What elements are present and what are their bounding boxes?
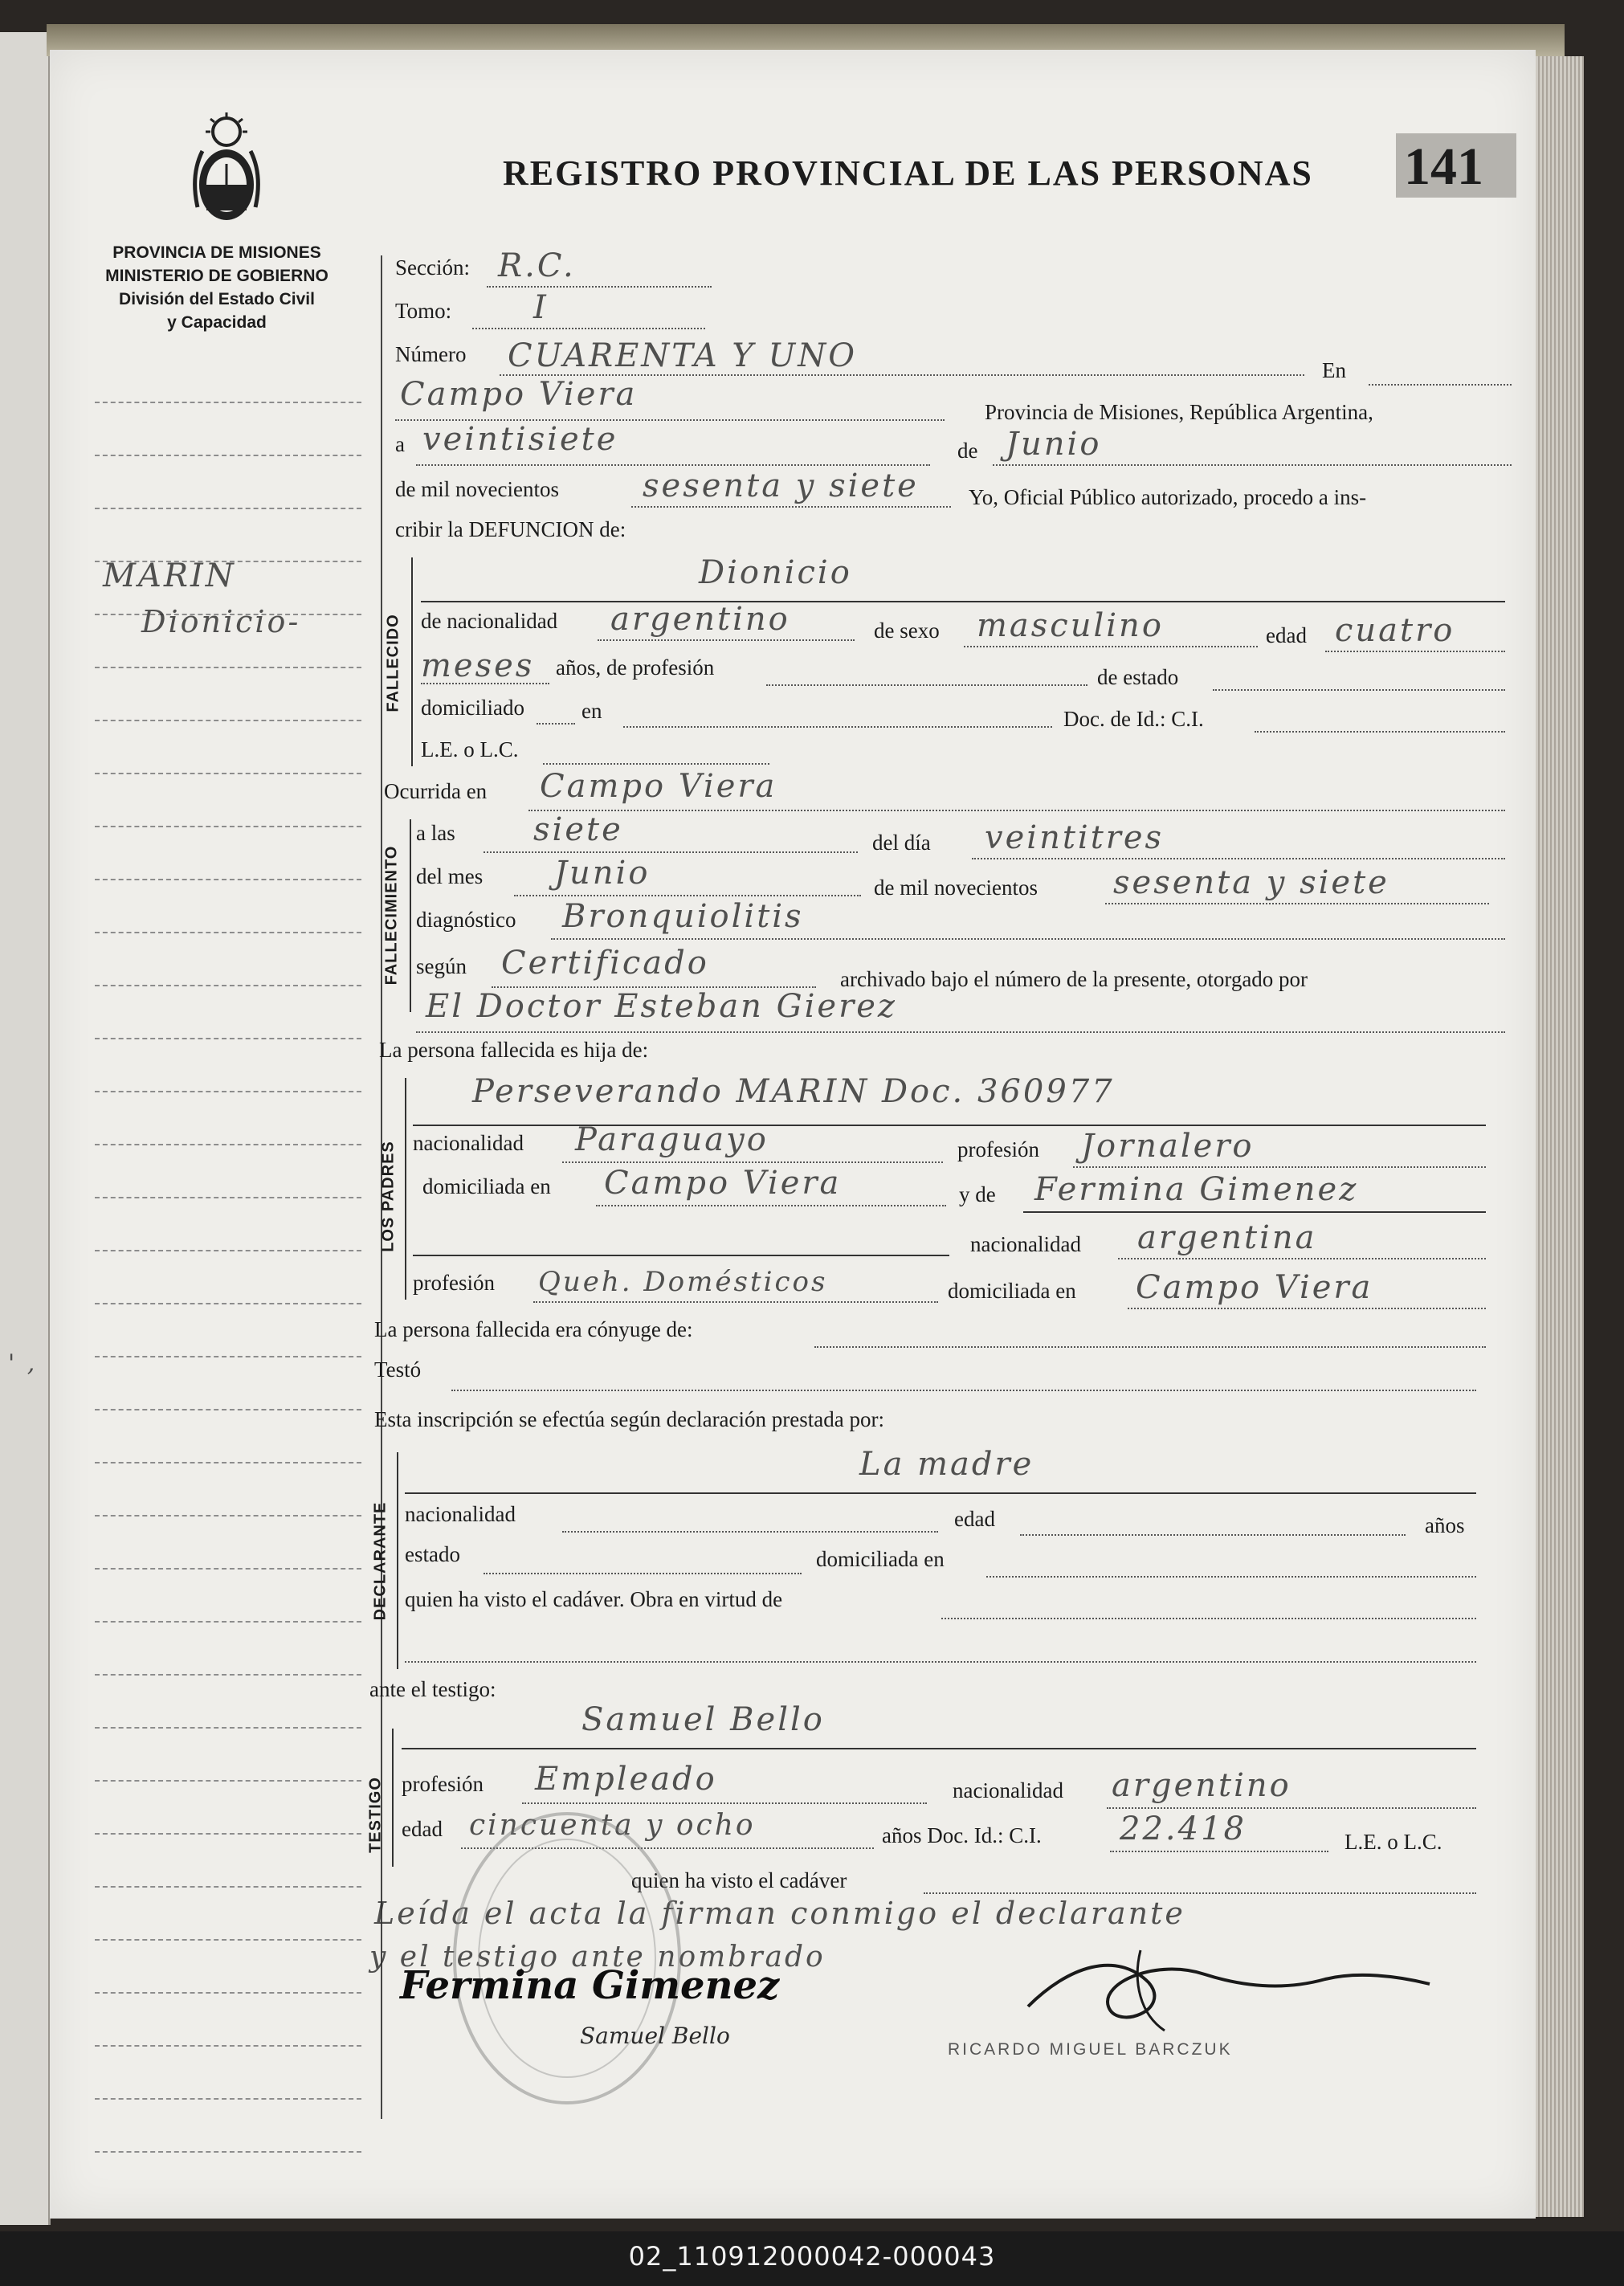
testigo-prof-label: profesión: [402, 1772, 484, 1796]
en-label: En: [1322, 358, 1346, 382]
testigo-ci-line: [1110, 1851, 1328, 1852]
page-stack-edge: [1536, 56, 1584, 2217]
signature-madre: Fermina Gimenez: [400, 1963, 780, 2008]
division-name-cont: y Capacidad: [167, 313, 267, 332]
testigo-edad-label: edad: [402, 1817, 443, 1841]
tomo-line: [472, 328, 705, 329]
testigo-visto-line: [924, 1892, 1476, 1894]
madre-dom-label: domiciliada en: [948, 1279, 1076, 1303]
fallecido-profesion-line: [766, 684, 1087, 686]
madre-name-value: Fermina Gimenez: [1034, 1171, 1359, 1208]
segun-value: Certificado: [501, 945, 709, 982]
fallecido-edad-cont-value: meses: [421, 647, 535, 684]
declarante-edad-line: [1020, 1534, 1406, 1536]
madre-dom-line: [1128, 1308, 1486, 1309]
ministry-name: MINISTERIO DE GOBIERNO: [105, 267, 328, 285]
fallecido-anos-label: años, de profesión: [556, 655, 715, 680]
padres-blank-line: [413, 1255, 949, 1256]
testigo-intro: ante el testigo:: [369, 1677, 496, 1701]
ocurrida-value: Campo Viera: [540, 768, 777, 805]
fallecido-doc-label: Doc. de Id.: C.I.: [1063, 707, 1204, 731]
official-signature-icon: [1020, 1934, 1438, 2047]
ocurrida-label: Ocurrida en: [384, 779, 488, 803]
fallecido-estado-label: de estado: [1097, 665, 1179, 689]
declarante-estado-line: [484, 1573, 802, 1574]
fallecido-name-value: Dionicio: [699, 554, 852, 591]
declarante-dom-line: [986, 1576, 1476, 1578]
margin-ruled-line: [95, 402, 361, 403]
provincia-text: Provincia de Misiones, República Argentina,: [985, 400, 1373, 424]
margin-ruled-line: [95, 1515, 361, 1517]
year-value: sesenta y siete: [643, 467, 919, 504]
padres-bracket: [405, 1078, 406, 1300]
month-line: [993, 464, 1512, 466]
declarante-side-label: DECLARANTE: [371, 1501, 390, 1621]
padre-prof-label: profesión: [957, 1137, 1039, 1161]
numero-value: CUARENTA Y UNO: [508, 337, 858, 374]
fallecido-en-label: en: [581, 699, 602, 723]
padre-prof-value: Jornalero: [1081, 1128, 1255, 1165]
fallecido-bracket: [411, 557, 413, 766]
testo-label: Testó: [374, 1357, 422, 1382]
segun-label: según: [416, 954, 467, 978]
doctor-value: El Doctor Esteban Gierez: [426, 988, 897, 1025]
declarante-intro: Esta inscripción se efectúa según declaración prestada por:: [374, 1407, 884, 1431]
fallecido-sexo-value: masculino: [977, 607, 1164, 644]
margin-ruled-line: [95, 1091, 361, 1092]
fallecido-sexo-label: de sexo: [874, 618, 940, 643]
declarante-nac-line: [562, 1531, 938, 1533]
fallecido-nac-line: [598, 639, 855, 641]
fallecido-domicilio-label: domiciliado: [421, 696, 524, 720]
de-label: de: [957, 439, 978, 463]
declarante-anos-label: años: [1425, 1513, 1465, 1537]
image-id-caption: 02_110912000042-000043: [628, 2241, 996, 2272]
hora-line: [484, 851, 858, 853]
margin-ruled-line: [95, 1356, 361, 1357]
day-line: [416, 464, 930, 466]
padres-intro: La persona fallecida es hija de:: [379, 1038, 649, 1062]
padre-dom-label: domiciliada en: [422, 1174, 551, 1198]
margin-ruled-line: [95, 1939, 361, 1941]
testigo-side-label: TESTIGO: [366, 1777, 385, 1853]
margin-ruled-line: [95, 1886, 361, 1888]
testo-line: [451, 1390, 1476, 1391]
y-de-label: y de: [959, 1182, 996, 1206]
declarante-bracket: [397, 1452, 398, 1669]
margin-mark: ' ,: [8, 1349, 38, 1378]
margin-ruled-line: [95, 508, 361, 509]
mes-label: del mes: [416, 864, 484, 888]
testigo-prof-line: [522, 1802, 927, 1804]
declarante-nac-label: nacionalidad: [405, 1502, 516, 1526]
official-seal-icon: [447, 1806, 688, 2111]
seccion-line: [487, 286, 712, 288]
margin-ruled-line: [95, 1303, 361, 1304]
margin-ruled-line: [95, 455, 361, 456]
fallecimiento-side-label: FALLECIMIENTO: [382, 845, 401, 986]
testigo-prof-value: Empleado: [535, 1761, 717, 1798]
anio-line: [1105, 903, 1489, 904]
fallecido-edad-value: cuatro: [1335, 612, 1455, 649]
year-label: de mil novecientos: [395, 477, 559, 501]
archivado-text: archivado bajo el número de la presente, otorgado por: [840, 967, 1308, 991]
diag-label: diagnóstico: [416, 908, 516, 932]
ministry-block: [80, 241, 353, 334]
madre-prof-value: Queh. Domésticos: [538, 1266, 828, 1298]
testigo-nac-value: argentino: [1112, 1767, 1291, 1804]
inscribir-text: cribir la DEFUNCION de:: [395, 517, 626, 541]
declarante-visto-text: quien ha visto el cadáver. Obra en virtud de: [405, 1587, 783, 1611]
fallecido-nac-label: de nacionalidad: [421, 609, 558, 633]
testigo-nac-label: nacionalidad: [953, 1778, 1063, 1802]
fallecido-le-line: [543, 763, 769, 765]
fallecido-domicilio-line: [537, 723, 575, 725]
hora-label: a las: [416, 821, 455, 845]
margin-ruled-line: [95, 720, 361, 721]
fallecido-le-label: L.E. o L.C.: [421, 737, 519, 761]
anio-value: sesenta y siete: [1113, 864, 1389, 901]
testigo-name-line: [402, 1748, 1476, 1749]
day-value: veintisiete: [422, 421, 618, 458]
margin-ruled-line: [95, 773, 361, 774]
margin-ruled-line: [95, 1462, 361, 1463]
seccion-label: Sección:: [395, 255, 470, 280]
margin-ruled-line: [95, 1250, 361, 1251]
padres-side-label: LOS PADRES: [379, 1141, 398, 1252]
diag-value: Bronquiolitis: [562, 898, 804, 935]
margin-ruled-line: [95, 667, 361, 668]
a-label: a: [395, 432, 405, 456]
yo-text: Yo, Oficial Público autorizado, procedo a ins-: [969, 485, 1367, 509]
declarante-extra-line: [405, 1661, 1476, 1663]
margin-ruled-line: [95, 1621, 361, 1623]
testigo-edad-value: cincuenta y ocho: [469, 1809, 756, 1842]
numero-label: Número: [395, 342, 467, 366]
diag-line: [551, 938, 1505, 940]
seccion-value: R.C.: [498, 247, 576, 284]
mes-line: [514, 895, 861, 896]
padre-name-line: [413, 1125, 1486, 1126]
declarante-estado-label: estado: [405, 1542, 460, 1566]
madre-prof-line: [533, 1301, 938, 1303]
tomo-label: Tomo:: [395, 299, 452, 323]
mes-value: Junio: [554, 855, 651, 892]
margin-ruled-line: [95, 2151, 361, 2153]
fallecido-en-line: [623, 726, 1052, 728]
declarante-dom-label: domiciliada en: [816, 1547, 945, 1571]
official-name: RICARDO MIGUEL BARCZUK: [948, 2040, 1233, 2059]
conyuge-label: La persona fallecida era cónyuge de:: [374, 1317, 693, 1341]
madre-prof-label: profesión: [413, 1271, 495, 1295]
closing-line-2: y el testigo ante nombrado: [369, 1941, 826, 1974]
fallecimiento-bracket: [410, 819, 411, 1012]
testigo-le-label: L.E. o L.C.: [1344, 1830, 1442, 1854]
margin-ruled-line: [95, 2098, 361, 2100]
year-line: [631, 506, 951, 508]
testigo-visto-text: quien ha visto el cadáver: [631, 1868, 847, 1892]
margin-ruled-line: [95, 1674, 361, 1676]
padre-nac-label: nacionalidad: [413, 1131, 524, 1155]
declarante-name-line: [405, 1492, 1476, 1494]
declarante-edad-label: edad: [954, 1507, 995, 1531]
margin-given-name: Dionicio-: [141, 604, 301, 639]
page-title: REGISTRO PROVINCIAL DE LAS PERSONAS: [503, 153, 1313, 193]
testigo-nac-line: [1107, 1807, 1476, 1809]
padre-name-value: Perseverando MARIN Doc. 360977: [472, 1073, 1115, 1110]
ocurrida-line: [528, 810, 1505, 811]
padre-dom-line: [596, 1205, 946, 1206]
dia-value: veintitres: [985, 819, 1165, 856]
margin-ruled-line: [95, 2045, 361, 2047]
fallecido-side-label: FALLECIDO: [384, 614, 402, 712]
margin-ruled-line: [95, 1409, 361, 1410]
margin-ruled-line: [95, 1197, 361, 1198]
margin-ruled-line: [95, 932, 361, 933]
padre-nac-line: [562, 1161, 943, 1163]
testigo-bracket: [392, 1729, 394, 1867]
coat-of-arms-icon: [186, 111, 267, 231]
padre-nac-value: Paraguayo: [575, 1121, 769, 1158]
padre-dom-value: Campo Viera: [604, 1165, 842, 1202]
en-line: [1369, 384, 1512, 386]
signature-testigo: Samuel Bello: [580, 2023, 730, 2049]
month-value: Junio: [1006, 426, 1102, 463]
madre-nac-label: nacionalidad: [970, 1232, 1081, 1256]
fallecido-edad-line: [1325, 651, 1505, 652]
conyuge-line: [814, 1346, 1486, 1348]
fallecido-sexo-line: [964, 646, 1258, 647]
place-value: Campo Viera: [400, 376, 638, 413]
margin-ruled-line: [95, 1833, 361, 1835]
margin-surname: MARIN: [103, 557, 236, 594]
padre-prof-line: [1073, 1166, 1486, 1168]
anio-label: de mil novecientos: [874, 876, 1038, 900]
declarante-name-value: La madre: [859, 1446, 1034, 1483]
testigo-anos-doc-label: años Doc. Id.: C.I.: [882, 1823, 1042, 1847]
madre-nac-line: [1118, 1258, 1486, 1259]
closing-line-1: Leída el acta la firman conmigo el declarante: [374, 1896, 1185, 1931]
fallecido-edad-label: edad: [1266, 623, 1307, 647]
province-name: PROVINCIA DE MISIONES: [112, 243, 321, 262]
margin-ruled-line: [95, 985, 361, 986]
tomo-value: I: [533, 289, 549, 326]
dia-line: [972, 858, 1505, 859]
madre-dom-value: Campo Viera: [1136, 1269, 1373, 1306]
fallecido-nac-value: argentino: [610, 601, 790, 638]
doctor-line: [416, 1031, 1505, 1033]
margin-ruled-line: [95, 879, 361, 880]
margin-ruled-line: [95, 1038, 361, 1039]
fallecido-doc-line: [1255, 731, 1505, 733]
madre-nac-value: argentina: [1137, 1219, 1317, 1256]
dia-label: del día: [872, 831, 931, 855]
folio-number: 141: [1404, 137, 1483, 196]
margin-ruled-line: [95, 826, 361, 827]
hora-value: siete: [533, 811, 623, 848]
margin-ruled-line: [95, 1727, 361, 1729]
testigo-name-value: Samuel Bello: [581, 1701, 825, 1738]
margin-ruled-line: [95, 1568, 361, 1570]
margin-ruled-line: [95, 1144, 361, 1145]
madre-name-line: [1023, 1211, 1486, 1213]
division-name: División del Estado Civil: [119, 290, 315, 308]
margin-ruled-line: [95, 1780, 361, 1782]
margin-ruled-line: [95, 1992, 361, 1994]
testigo-ci-value: 22.418: [1120, 1810, 1247, 1847]
declarante-virtud-line: [941, 1618, 1476, 1619]
previous-page-edge: [0, 32, 51, 2225]
fallecido-name-line: [421, 601, 1505, 602]
fallecido-estado-line: [1213, 689, 1505, 691]
